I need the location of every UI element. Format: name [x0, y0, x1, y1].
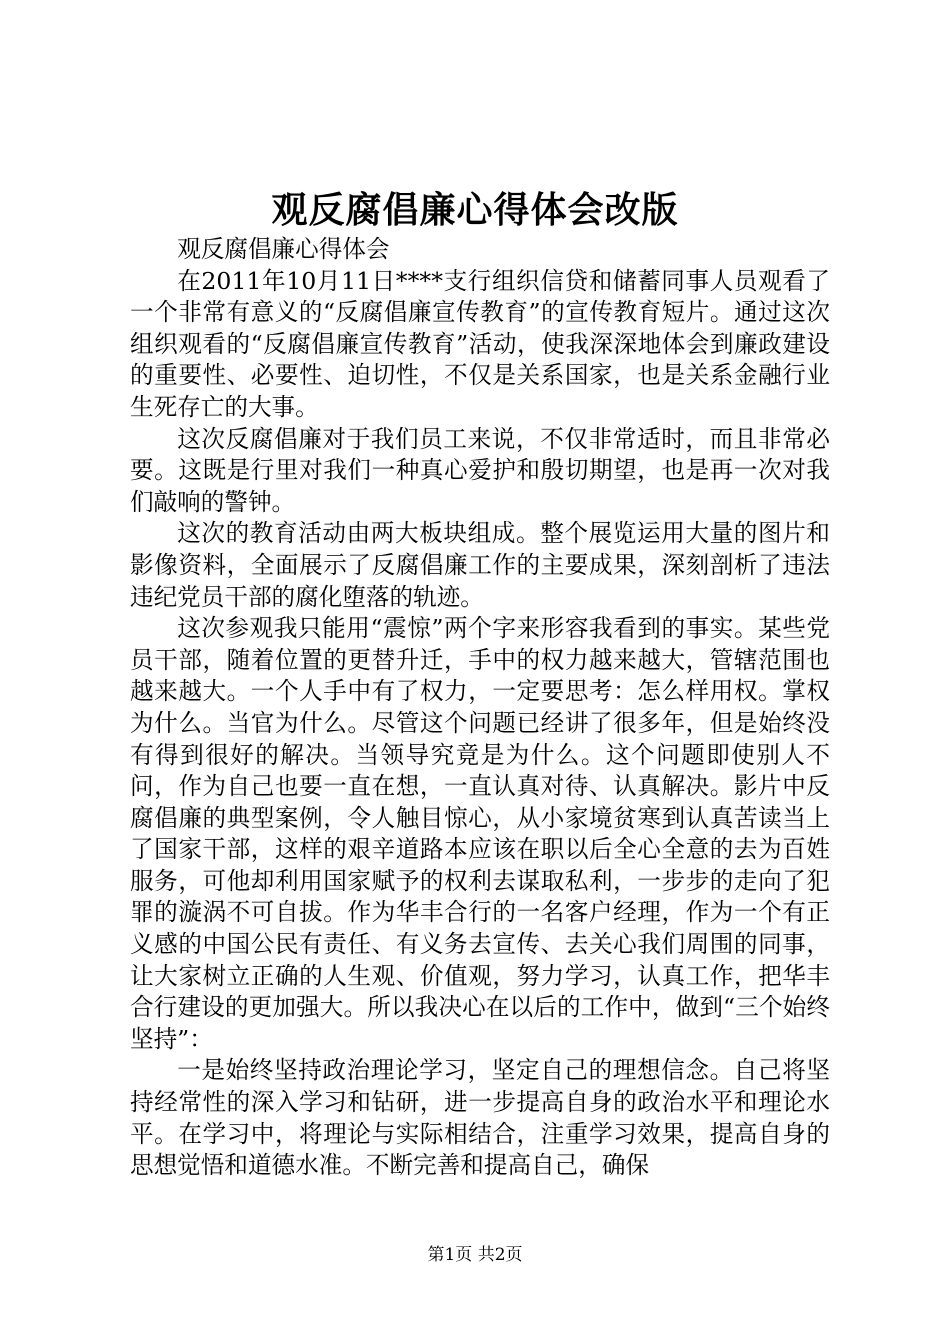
document-body [130, 234, 830, 1182]
page-footer: 第1页 共2页 [427, 1245, 523, 1265]
document-title: 观反腐倡廉心得体会改版 [271, 189, 679, 231]
body-paragraph: 这次的教育活动由两大板块组成。整个展览运用大量的图片和影像资料，全面展示了反腐倡廉工作的主要成果，深刻剖析了违法违纪党员干部的腐化堕落的轨迹。 [130, 519, 830, 611]
body-paragraph: 这次反腐倡廉对于我们员工来说，不仅非常适时，而且非常必要。这既是行里对我们一种真心爱护和殷切期望，也是再一次对我们敲响的警钟。 [130, 424, 830, 516]
body-paragraph: 在2011年10月11日****支行组织信贷和储蓄同事人员观看了一个非常有意义的“反腐倡廉宣传教育”的宣传教育短片。通过这次组织观看的“反腐倡廉宣传教育”活动，使我深深地体会到廉政建设的重要性、必要性、迫切性，不仅是关系国家，也是关系金融行业生死存亡的大事。 [130, 266, 830, 421]
subtitle-paragraph: 观反腐倡廉心得体会 [177, 235, 390, 263]
body-paragraph: 这次参观我只能用“震惊”两个字来形容我看到的事实。某些党员干部，随着位置的更替升迁，手中的权力越来越大，管辖范围也越来越大。一个人手中有了权力，一定要思考：怎么样用权。掌权为什么。当官为什么。尽管这个问题已经讲了很多年，但是始终没有得到很好的解决。当领导究竟是为什么。这个问题即使别人不问，作为自己也要一直在想，一直认真对待、认真解决。影片中反腐倡廉的典型案例，令人触目惊心，从小家境贫寒到认真苦读当上了国家干部，这样的艰辛道路本应该在职以后全心全意的去为百姓服务，可他却利用国家赋予的权利去谋取私利，一步步的走向了犯罪的漩涡不可自拔。作为华丰合行的一名客户经理，作为一个有正义感的中国公民有责任、有义务去宣传、去关心我们周围的同事，让大家树立正确的人生观、价值观，努力学习，认真工作，把华丰合行建设的更加强大。所以我决心在以后的工作中，做到“三个始终坚持”： [130, 614, 830, 1053]
body-paragraph: 一是始终坚持政治理论学习，坚定自己的理想信念。自己将坚持经常性的深入学习和钻研，进一步提高自身的政治水平和理论水平。在学习中，将理论与实际相结合，注重学习效果，提高自身的思想觉悟和道德水准。不断完善和提高自己，确保 [130, 1056, 830, 1180]
